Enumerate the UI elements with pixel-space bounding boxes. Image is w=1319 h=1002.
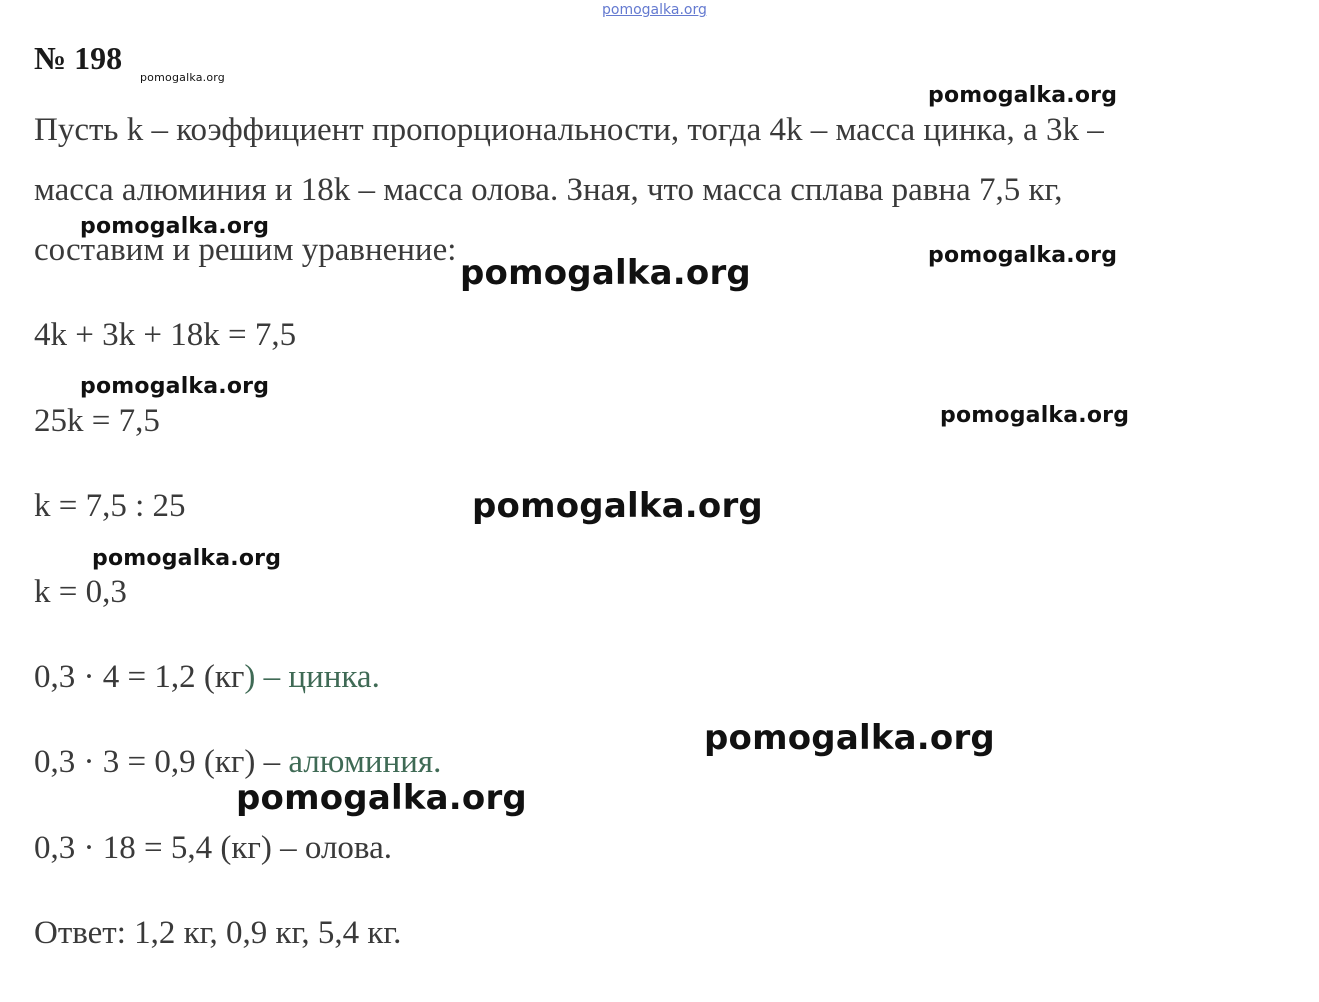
watermark: pomogalka.org [92, 546, 282, 571]
calculation-zinc-expr: 0,3 · 4 = 1,2 (кг [34, 659, 245, 695]
watermark: pomogalka.org [940, 403, 1130, 428]
calculation-aluminium [34, 746, 441, 779]
problem-number: № 198 [34, 40, 123, 76]
watermark: pomogalka.org [928, 83, 1118, 108]
equation-3: k = 7,5 : 25 [34, 488, 186, 524]
calculation-aluminium-tail: алюминия. [288, 744, 442, 780]
watermark: pomogalka.org [80, 214, 270, 239]
equation-1: 4k + 3k + 18k = 7,5 [34, 317, 297, 353]
calculation-zinc-tail: ) – цинка. [244, 659, 380, 695]
equation-4: k = 0,3 [34, 574, 127, 610]
answer-line: Ответ: 1,2 кг, 0,9 кг, 5,4 кг. [34, 915, 402, 951]
calculation-tin: 0,3 · 18 = 5,4 (кг) – олова. [34, 830, 392, 866]
watermark-tiny: pomogalka.org [140, 71, 225, 84]
solution-line-2: масса алюминия и 18k – масса олова. Зная, что масса сплава равна 7,5 кг, [34, 172, 1063, 208]
watermark: pomogalka.org [80, 374, 270, 399]
watermark: pomogalka.org [928, 243, 1118, 268]
watermark: pomogalka.org [704, 718, 995, 758]
watermark: pomogalka.org [472, 486, 763, 526]
calculation-aluminium-expr: 0,3 · 3 = 0,9 (кг) – [34, 744, 289, 780]
watermark: pomogalka.org [236, 778, 527, 818]
calculation-zinc [34, 661, 380, 694]
site-link[interactable]: pomogalka.org [602, 2, 707, 18]
equation-2: 25k = 7,5 [34, 403, 160, 439]
solution-line-1: Пусть k – коэффициент пропорциональности, тогда 4k – масса цинка, а 3k – [34, 112, 1104, 148]
solution-line-3: составим и решим уравнение: [34, 232, 457, 268]
watermark: pomogalka.org [460, 253, 751, 293]
